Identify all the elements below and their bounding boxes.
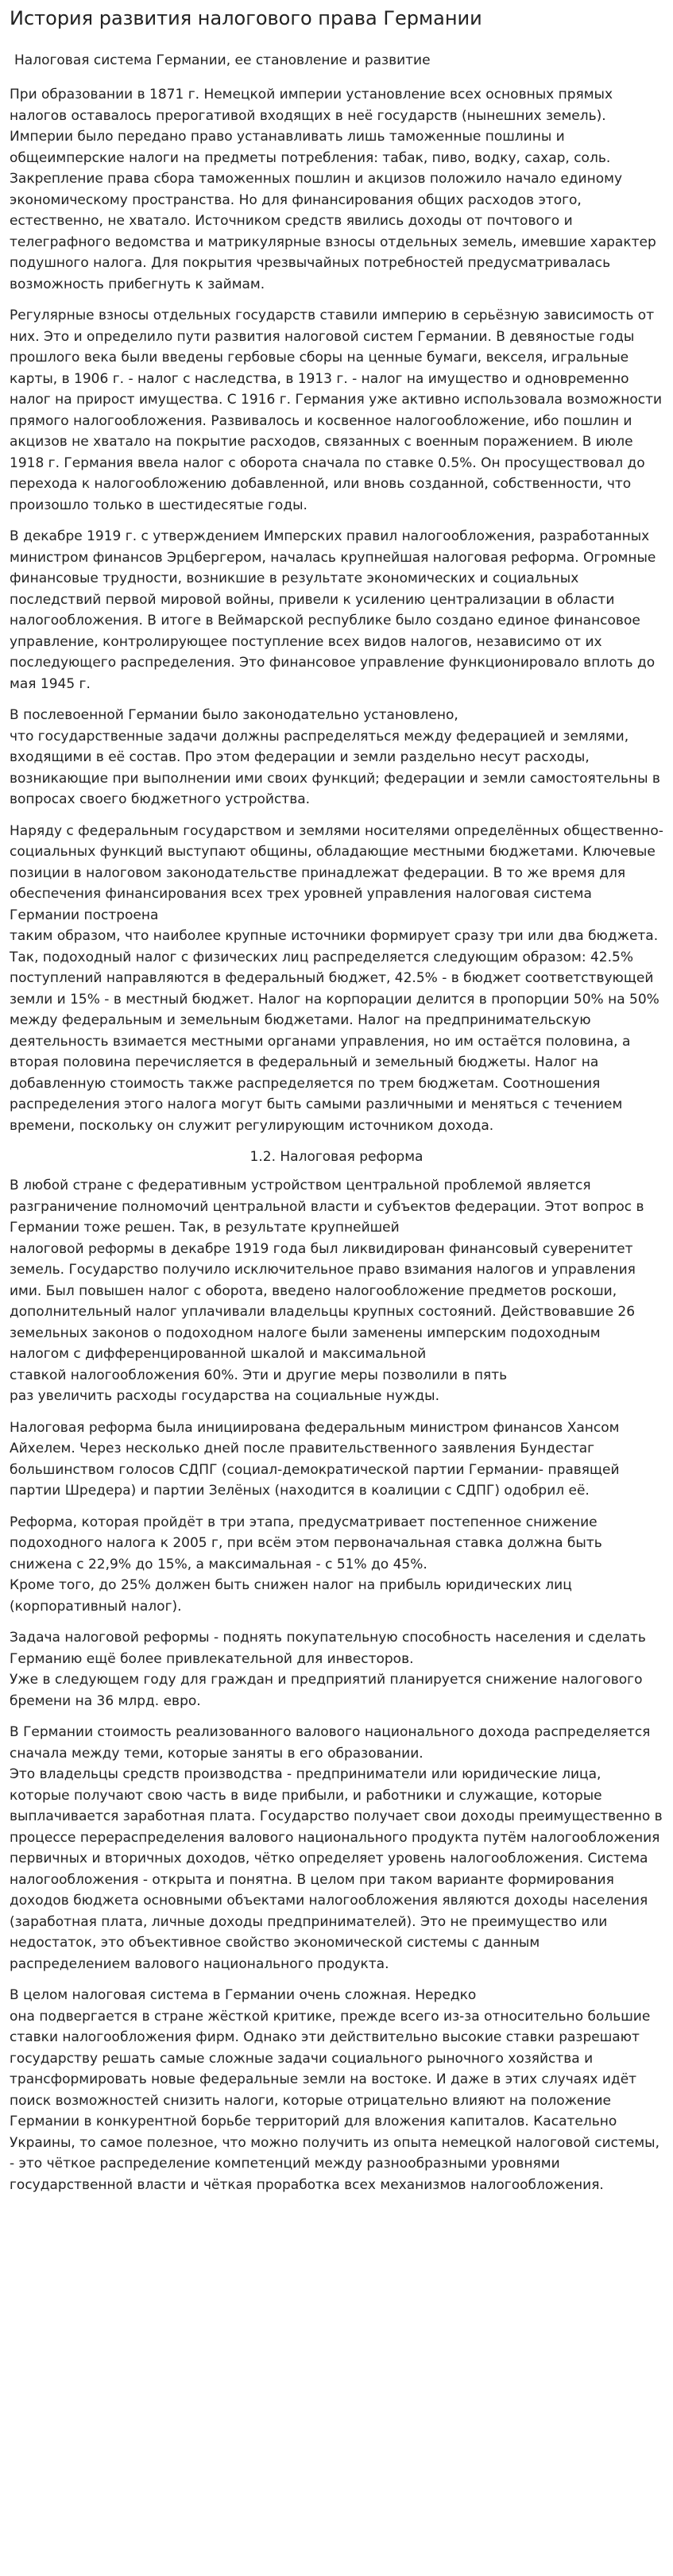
paragraph-8: Реформа, которая пройдёт в три этапа, предусматривает постепенное снижение подоходного налога к 2005 г, при всём этом первоначальная ставка должна быть снижена с 22,9% до 15%, а максимальная - с 51% до 45%. Кроме того, до 25% должен быть снижен налог на прибыль юридических лиц (корпоративный налог). bbox=[10, 1514, 602, 1615]
paragraph-11: В целом налоговая система в Германии очень сложная. Нередко она подвергается в стране жёсткой критике, прежде всего из-за относительно большие ставки налогообложения фирм. Однако эти действительно высокие ставки разрешают государству решать самые сложные задачи социального рыночного хозяйства и трансформировать новые федеральные земли на востоке. И даже в этих случаях идёт поиск возможностей снизить налоги, которые отрицательно влияют на положение Германии в конкурентной борьбе территорий для вложения капиталов. Касательно Украины, то самое полезное, что можно получить из опыта немецкой налоговой системы, - это чёткое распределение компетенций между разнообразными уровнями государственной власти и чёткая проработка всех механизмов налогообложения. bbox=[10, 1987, 659, 2193]
paragraph-1: При образовании в 1871 г. Немецкой империи установление всех основных прямых налогов оставалось прерогативой входящих в неё государств (нынешних земель). Империи было передано право устанавливать лишь таможенные пошлины и общеимперские налоги на предметы потребления: табак, пиво, водку, сахар, соль. Закрепление права сбора таможенных пошлин и акцизов положило начало единому экономическому пространства. Но для финансирования общих расходов этого, естественно, не хватало. Источником средств явились доходы от почтового и телеграфного ведомства и матрикулярные взносы отдельных земель, имевшие характер подушного налога. Для покрытия чрезвычайных потребностей предусматривалась возможность прибегнуть к займам. bbox=[10, 87, 656, 292]
page-title: История развития налогового права Германии bbox=[10, 7, 482, 29]
paragraph-6: В любой стране с федеративным устройством центральной проблемой является разграничение полномочий центральной власти и субъектов федерации. Этот вопрос в Германии тоже решен. Так, в результате крупнейшей налоговой реформы в декабре 1919 года был ликвидирован финансовый суверенитет земель. Государство получило исключительное право взимания налогов и управления ими. Был повышен налог с оборота, введено налогообложение предметов роскоши, дополнительный налог уплачивали владельцы крупных состояний. Действовавшие 26 земельных законов о подоходном налоге были заменены имперским подоходным налогом с дифференцированной шкалой и максимальной ставкой налогообложения 60%. Эти и другие меры позволили в пять раз увеличить расходы государства на социальные нужды. bbox=[10, 1178, 644, 1404]
paragraph-7: Налоговая реформа была инициирована федеральным министром финансов Хансом Айхелем. Через несколько дней после правительственного заявления Бундестаг большинством голосов СДПГ (социал-демократической партии Германии- правящей партии Шредера) и партии Зелёных (находится в коалиции с СДПГ) одобрил её. bbox=[10, 1419, 620, 1499]
paragraph-4: В послевоенной Германии было законодательно установлено, что государственные задачи должны распределяться между федерацией и землями, входящими в её состав. Про этом федерации и земли раздельно несут расходы, возникающие при выполнении ими своих функций; федерации и земли самостоятельны в вопросах своего бюджетного устройства. bbox=[10, 707, 660, 807]
section-heading-tax-reform: 1.2. Налоговая реформа bbox=[249, 1149, 424, 1165]
paragraph-2: Регулярные взносы отдельных государств ставили империю в серьёзную зависимость от них. Это и определило пути развития налоговой систем Германии. В девяностые годы прошлого века были введены гербовые сборы на ценные бумаги, векселя, игральные карты, в 1906 г. - налог с наследства, в 1913 г. - налог на имущество и одновременно налог на прирост имущества. С 1916 г. Германия уже активно использовала возможности прямого налогообложения. Развивалось и косвенное налогообложение, ибо пошлин и акцизов не хватало на покрытие расходов, связанных с военным поражением. В июле 1918 г. Германия ввела налог с оборота сначала по ставке 0.5%. Он просуществовал до перехода к налогообложению добавленной, или вновь созданной, собственности, что произошло только в шестидесятые годы. bbox=[10, 307, 663, 513]
paragraph-10: В Германии стоимость реализованного валового национального дохода распределяется сначала между теми, которые заняты в его образовании. Это владельцы средств производства - предприниматели или юридические лица, которые получают свою часть в виде прибыли, и работники и служащие, которые выплачивается заработная плата. Государство получает свои доходы преимущественно в процессе перераспределения валового национального продукта путём налогообложения первичных и вторичных доходов, чётко определяет уровень налогообложения. Система налогообложения - открыта и понятна. В целом при таком варианте формирования доходов бюджета основными объектами налогообложения являются доходы населения (заработная плата, личные доходы предпринимателей). Это не преимущество или недостаток, это объективное свойство экономической системы с данным распределением валового национального продукта. bbox=[10, 1724, 663, 1972]
paragraph-3: В декабре 1919 г. с утверждением Имперских правил налогообложения, разработанных министром финансов Эрцбергером, началась крупнейшая налоговая реформа. Огромные финансовые трудности, возникшие в результате экономических и социальных последствий первой мировой войны, привели к усилению централизации в области налогообложения. В итоге в Веймарской республике было создано единое финансовое управление, контролирующее поступление всех видов налогов, независимо от их последующего распределения. Это финансовое управление функционировало вплоть до мая 1945 г. bbox=[10, 528, 656, 692]
section-subtitle: Налоговая система Германии, ее становление и развитие bbox=[14, 52, 431, 68]
paragraph-9: Задача налоговой реформы - поднять покупательную способность населения и сделать Германию ещё более привлекательной для инвесторов. Уже в следующем году для граждан и предприятий планируется снижение налогового бремени на 36 млрд. евро. bbox=[10, 1630, 646, 1709]
paragraph-5: Наряду с федеральным государством и землями носителями определённых общественно-социальных функций выступают общины, обладающие местными бюджетами. Ключевые позиции в налоговом законодательстве принадлежат федерации. В то же время для обеспечения финансирования всех трех уровней управления налоговая система Германии построена таким образом, что наиболее крупные источники формирует сразу три или два бюджета. Так, подоходный налог с физических лиц распределяется следующим образом: 42.5% поступлений направляются в федеральный бюджет, 42.5% - в бюджет соответствующей земли и 15% - в местный бюджет. Налог на корпорации делится в пропорции 50% на 50% между федеральным и земельным бюджетами. Налог на предпринимательскую деятельность взимается местными органами управления, но им остаётся половина, а вторая половина перечисляется в федеральный и земельный бюджеты. Налог на добавленную стоимость также распределяется по трем бюджетам. Соотношения распределения этого налога могут быть самыми различными и меняться с течением времени, поскольку он служит регулирующим источником дохода. bbox=[10, 822, 663, 1134]
